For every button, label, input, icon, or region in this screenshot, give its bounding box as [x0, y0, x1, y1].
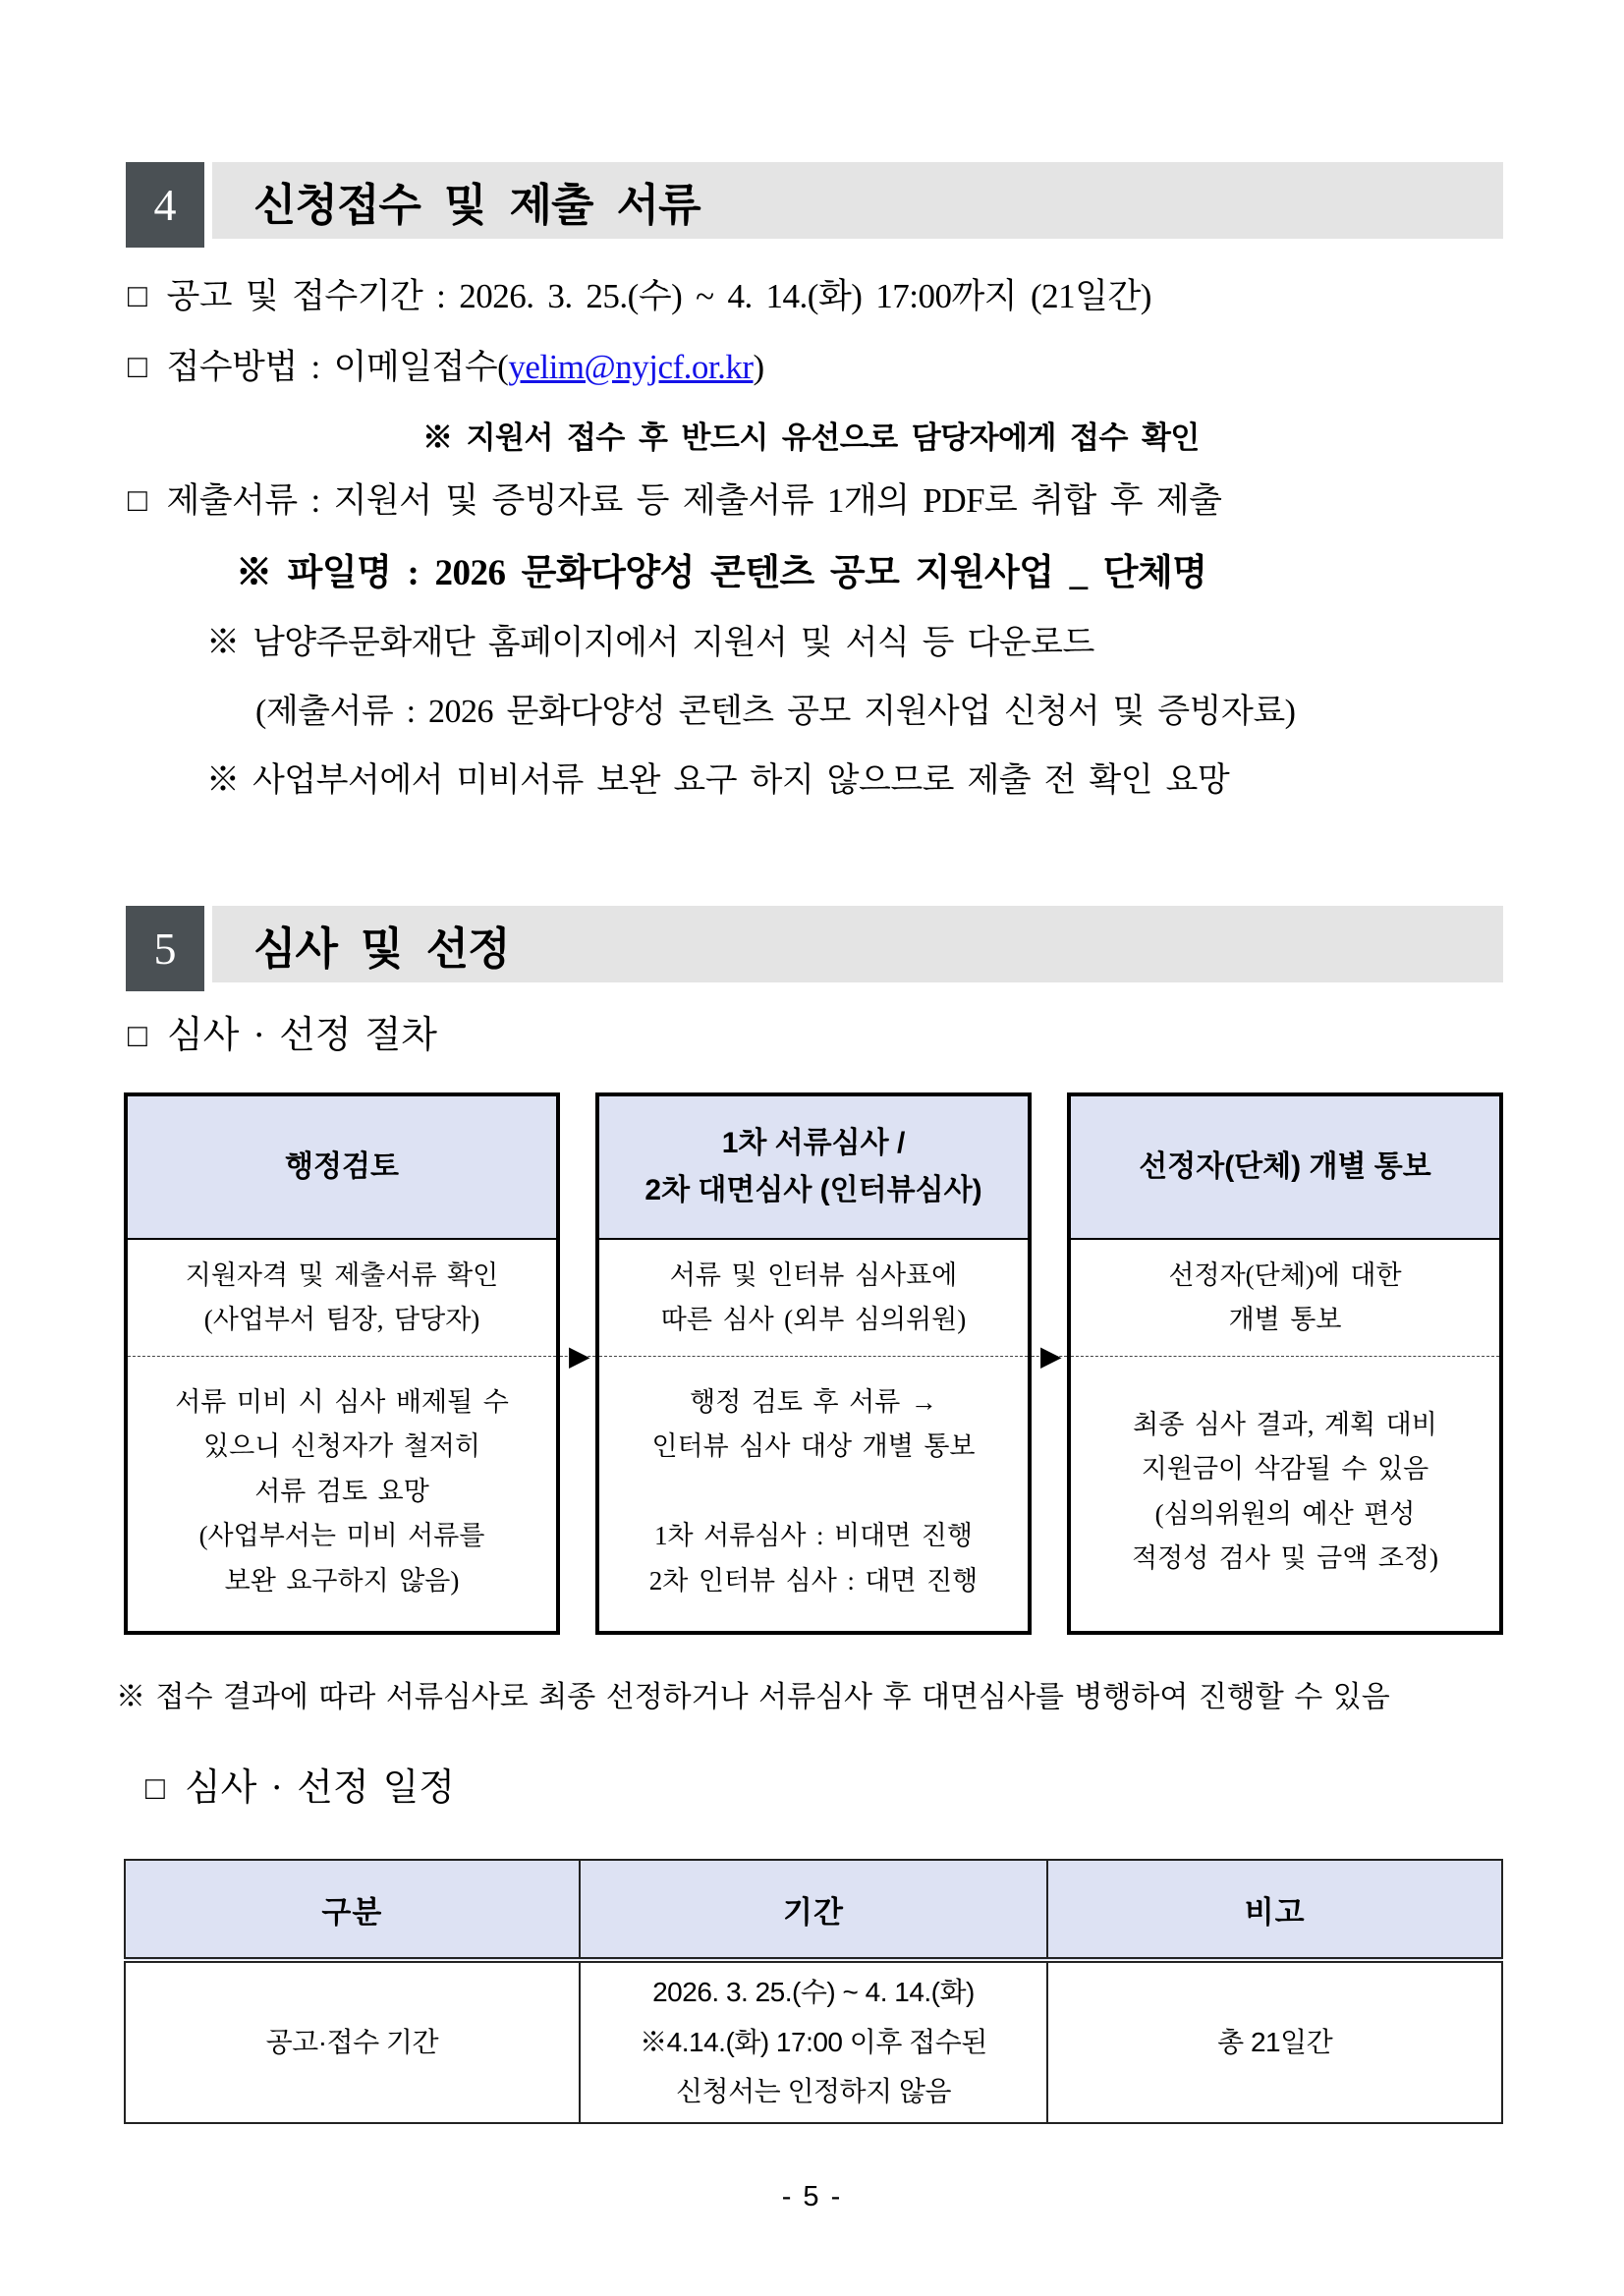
- flow-step-screening: [595, 1092, 1032, 1635]
- flow-step-detail-bottom: 서류 미비 시 심사 배제될 수 있으니 신청자가 철저히 서류 검토 요망 (사업부서는 미비 서류를 보완 요구하지 않음): [128, 1356, 556, 1631]
- cell-period: 2026. 3. 25.(수) ~ 4. 14.(화) ※4.14.(화) 17:00 이후 접수된 신청서는 인정하지 않음: [580, 1960, 1048, 2123]
- line-required-documents: [128, 474, 1221, 523]
- cell-category: 공고·접수 기간: [125, 1960, 580, 2123]
- square-bullet-icon: □: [145, 1771, 165, 1807]
- arrow-right-icon: ▶: [1040, 1339, 1062, 1372]
- line-submission-method: [128, 340, 764, 389]
- section-number: 5: [153, 924, 177, 974]
- schedule-heading-text: 심사 · 선정 일정: [184, 1767, 456, 1809]
- line-announcement-period-text: 공고 및 접수기간 : 2026. 3. 25.(수) ~ 4. 14.(화) 17:00까지 (21일간): [166, 277, 1151, 315]
- square-bullet-icon: □: [128, 350, 147, 385]
- flow-step-admin-review: [124, 1092, 560, 1635]
- section-5-banner-bar: [212, 906, 1503, 982]
- flowchart-note: ※ 접수 결과에 따라 서류심사로 최종 선정하거나 서류심사 후 대면심사를 병행하여 진행할 수 있음: [116, 1681, 1390, 1713]
- col-header-period: 기간: [580, 1860, 1048, 1960]
- section-4-header: [126, 162, 1503, 239]
- flow-connector: [1032, 1092, 1067, 1635]
- flow-step-detail-top: 선정자(단체)에 대한 개별 통보: [1168, 1260, 1402, 1334]
- section-5-number-badge: [126, 906, 204, 991]
- section-5-header: [126, 906, 1503, 982]
- note-filename: ※ 파일명 : 2026 문화다양성 콘텐츠 공모 지원사업 _ 단체명: [236, 553, 1207, 593]
- flow-step-notification: [1067, 1092, 1503, 1635]
- line-submission-method-pre: 접수방법 : 이메일접수(: [166, 348, 509, 386]
- flow-step-detail-top: 서류 및 인터뷰 심사표에 따른 심사 (외부 심의위원): [660, 1260, 967, 1334]
- flow-step-header: 1차 서류심사 / 2차 대면심사 (인터뷰심사): [599, 1096, 1028, 1240]
- flow-step-header: 선정자(단체) 개별 통보: [1071, 1096, 1499, 1240]
- schedule-heading: [145, 1757, 455, 1811]
- note-check-before-submit: ※ 사업부서에서 미비서류 보완 요구 하지 않으므로 제출 전 확인 요망: [206, 762, 1230, 799]
- col-header-remark: 비고: [1047, 1860, 1502, 1960]
- square-bullet-icon: □: [128, 279, 147, 314]
- line-announcement-period: [128, 269, 1151, 318]
- table-header-row: [125, 1860, 1502, 1960]
- note-phone-confirm: ※ 지원서 접수 후 반드시 유선으로 담당자에게 접수 확인: [422, 420, 1200, 455]
- section-4-banner-bar: [212, 162, 1503, 239]
- col-header-category: 구분: [125, 1860, 580, 1960]
- flow-connector: [560, 1092, 595, 1635]
- schedule-table: [124, 1859, 1503, 2124]
- square-bullet-icon: □: [128, 1019, 147, 1054]
- page-number: - 5 -: [781, 2181, 843, 2212]
- flow-step-detail-bottom: 행정 검토 후 서류 → 인터뷰 심사 대상 개별 통보 1차 서류심사 : 비대면 진행 2차 인터뷰 심사 : 대면 진행: [599, 1356, 1028, 1631]
- flow-step-header: 행정검토: [128, 1096, 556, 1240]
- note-doc-list: (제출서류 : 2026 문화다양성 콘텐츠 공모 지원사업 신청서 및 증빙자료): [255, 694, 1296, 730]
- arrow-right-icon: ▶: [569, 1339, 590, 1372]
- procedure-heading-text: 심사 · 선정 절차: [166, 1015, 438, 1056]
- email-link[interactable]: yelim@nyjcf.or.kr: [508, 348, 754, 386]
- line-submission-method-post: ): [753, 348, 764, 386]
- table-row: [125, 1960, 1502, 2123]
- section-5-title: 심사 및 선정: [253, 923, 510, 974]
- note-download: ※ 남양주문화재단 홈페이지에서 지원서 및 서식 등 다운로드: [206, 625, 1094, 661]
- procedure-heading: [128, 1004, 437, 1058]
- section-number: 4: [153, 180, 177, 230]
- square-bullet-icon: □: [128, 483, 147, 519]
- flow-step-detail-bottom: 최종 심사 결과, 계획 대비 지원금이 삭감될 수 있음 (심의위원의 예산 편성 적정성 검사 및 금액 조정): [1071, 1356, 1499, 1631]
- flow-step-detail-top: 지원자격 및 제출서류 확인 (사업부서 팀장, 담당자): [185, 1260, 499, 1334]
- line-required-documents-text: 제출서류 : 지원서 및 증빙자료 등 제출서류 1개의 PDF로 취합 후 제출: [166, 481, 1222, 520]
- section-4-number-badge: [126, 162, 204, 248]
- cell-remark: 총 21일간: [1047, 1960, 1502, 2123]
- review-flowchart: [124, 1092, 1503, 1635]
- section-4-title: 신청접수 및 제출 서류: [253, 179, 700, 230]
